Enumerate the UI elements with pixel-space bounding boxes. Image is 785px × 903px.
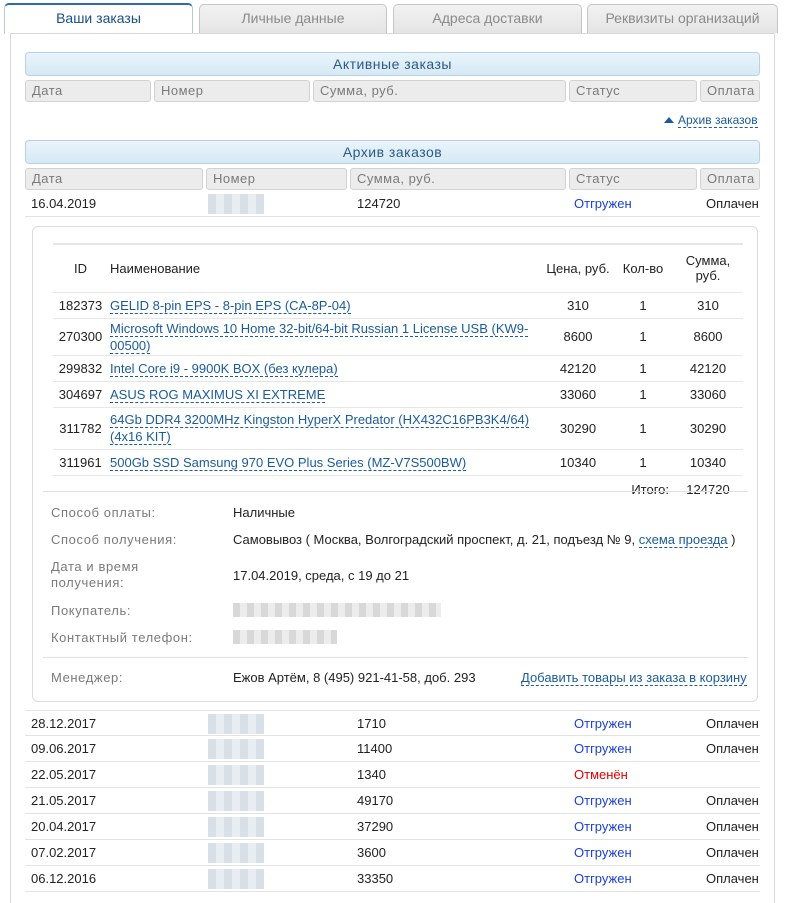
- archive-toggle-label[interactable]: Архив заказов: [678, 113, 758, 127]
- item-qty: 1: [613, 355, 673, 381]
- order-date: 21.05.2017: [31, 793, 97, 808]
- order-status: Отгружен: [574, 196, 632, 211]
- tab-bar: [0, 0, 785, 34]
- item-price: 42120: [543, 355, 613, 381]
- active-orders-header: Активные заказы: [25, 52, 760, 76]
- order-number-blurred: [208, 739, 264, 759]
- order-date: 09.06.2017: [31, 741, 97, 756]
- order-status: Отгружен: [574, 716, 632, 731]
- phone-label: Контактный телефон:: [51, 630, 193, 645]
- col-sum: Сумма, руб.: [350, 168, 566, 190]
- order-sum: 3600: [357, 845, 386, 860]
- order-number-blurred: [208, 194, 264, 214]
- items-col-id: ID: [53, 244, 108, 292]
- add-to-cart-link[interactable]: Добавить товары из заказа в корзину: [521, 670, 747, 685]
- order-payment: Оплачен: [706, 741, 759, 756]
- phone-value-blurred: [233, 630, 337, 644]
- col-date: Дата: [25, 168, 203, 190]
- order-sum: 49170: [357, 793, 394, 808]
- item-name-link[interactable]: 64Gb DDR4 3200MHz Kingston HyperX Predator (HX432C16PB3K4/64) (4x16 KIT): [110, 412, 530, 444]
- order-date: 07.02.2017: [31, 845, 97, 860]
- order-sum: 37290: [357, 819, 394, 834]
- delivery-close-paren: ): [731, 532, 736, 547]
- order-row-expanded[interactable]: [25, 191, 760, 217]
- order-status: Отгружен: [574, 793, 632, 808]
- item-name-link[interactable]: GELID 8-pin EPS - 8-pin EPS (CA-8P-04): [110, 297, 351, 313]
- order-row[interactable]: [25, 866, 760, 892]
- delivery-method-value: [233, 532, 736, 547]
- order-number-blurred: [208, 765, 264, 785]
- archive-orders-header: Архив заказов: [25, 140, 760, 164]
- divider: [43, 657, 748, 658]
- item-name-link[interactable]: Intel Core i9 - 9900K BOX (без кулера): [110, 360, 338, 376]
- delivery-method-label: Способ получения:: [51, 532, 177, 547]
- item-qty: 1: [613, 449, 673, 475]
- item-id: 182373: [53, 292, 108, 318]
- col-number: Номер: [206, 168, 347, 190]
- item-sum: 10340: [673, 449, 743, 475]
- order-row[interactable]: [25, 762, 760, 788]
- item-qty: 1: [613, 407, 673, 449]
- order-date: 28.12.2017: [31, 716, 97, 731]
- order-payment: Оплачен: [706, 871, 759, 886]
- route-map-link[interactable]: схема проезда: [638, 532, 728, 547]
- item-sum: 30290: [673, 407, 743, 449]
- item-id: 304697: [53, 381, 108, 407]
- items-col-sum: Сумма, руб.: [673, 244, 743, 292]
- col-sum: Сумма, руб.: [313, 80, 566, 102]
- item-name-link[interactable]: Microsoft Windows 10 Home 32-bit/64-bit Russian 1 License USB (KW9-00500): [110, 320, 529, 353]
- item-row: [53, 449, 743, 475]
- item-id: 299832: [53, 355, 108, 381]
- order-payment: Оплачен: [706, 819, 759, 834]
- order-payment: Оплачен: [706, 716, 759, 731]
- item-id: 270300: [53, 318, 108, 355]
- col-payment: Оплата: [700, 80, 760, 102]
- total-value: 124720: [686, 481, 730, 497]
- order-detail-panel: [32, 226, 758, 702]
- order-row[interactable]: [25, 814, 760, 840]
- order-status: Отгружен: [574, 871, 632, 886]
- item-row: [53, 292, 743, 318]
- order-sum: 33350: [357, 871, 394, 886]
- order-payment: Оплачен: [706, 196, 759, 211]
- col-number: Номер: [154, 80, 310, 102]
- col-status: Статус: [569, 168, 697, 190]
- item-sum: 33060: [673, 381, 743, 407]
- item-id: 311961: [53, 449, 108, 475]
- order-number-blurred: [208, 817, 264, 837]
- order-status: Отменён: [574, 767, 628, 782]
- order-number-blurred: [208, 869, 264, 889]
- datetime-label-line2: получения:: [51, 575, 125, 590]
- tab-orders[interactable]: Ваши заказы: [4, 3, 193, 34]
- order-row[interactable]: [25, 736, 760, 762]
- item-sum: 8600: [673, 318, 743, 355]
- buyer-value-blurred: [233, 603, 441, 617]
- order-number-blurred: [208, 791, 264, 811]
- order-number-blurred: [208, 714, 264, 734]
- item-sum: 42120: [673, 355, 743, 381]
- item-qty: 1: [613, 381, 673, 407]
- item-name-link[interactable]: 500Gb SSD Samsung 970 EVO Plus Series (MZ-V7S500BW): [110, 454, 467, 470]
- buyer-label: Покупатель:: [51, 603, 132, 618]
- order-sum: 1340: [357, 767, 386, 782]
- item-qty: 1: [613, 292, 673, 318]
- order-date: 22.05.2017: [31, 767, 97, 782]
- delivery-address: Самовывоз ( Москва, Волгоградский проспект, д. 21, подъезд № 9,: [233, 532, 636, 547]
- item-price: 30290: [543, 407, 613, 449]
- tab-delivery-addresses[interactable]: Адреса доставки: [393, 4, 582, 33]
- item-sum: 310: [673, 292, 743, 318]
- order-sum: 124720: [357, 196, 401, 211]
- order-date: 20.04.2017: [31, 819, 97, 834]
- order-status: Отгружен: [574, 819, 632, 834]
- item-price: 310: [543, 292, 613, 318]
- col-date: Дата: [25, 80, 151, 102]
- item-row: [53, 318, 743, 355]
- manager-value: Ежов Артём, 8 (495) 921-41-58, доб. 293: [233, 670, 476, 685]
- order-sum: 11400: [357, 741, 393, 756]
- order-status: Отгружен: [574, 845, 632, 860]
- payment-method-label: Способ оплаты:: [51, 505, 156, 520]
- order-row[interactable]: [25, 840, 760, 866]
- item-name-link[interactable]: ASUS ROG MAXIMUS XI EXTREME: [110, 386, 326, 402]
- item-row: [53, 407, 743, 449]
- payment-method-value: Наличные: [233, 505, 295, 520]
- datetime-value: 17.04.2019, среда, с 19 до 21: [233, 568, 410, 583]
- order-payment: Оплачен: [706, 793, 759, 808]
- archive-toggle[interactable]: [664, 113, 758, 127]
- datetime-label-line1: Дата и время: [51, 559, 139, 574]
- items-col-name: Наименование: [108, 244, 543, 292]
- order-row[interactable]: [25, 788, 760, 814]
- item-row: [53, 355, 743, 381]
- order-payment: Оплачен: [706, 845, 759, 860]
- tab-personal-data[interactable]: Личные данные: [199, 4, 387, 33]
- order-status: Отгружен: [574, 741, 632, 756]
- order-sum: 1710: [357, 716, 386, 731]
- datetime-label: [51, 559, 139, 591]
- order-date: 16.04.2019: [31, 196, 97, 211]
- divider: [43, 491, 748, 492]
- collapse-arrow-icon: [664, 117, 674, 123]
- item-price: 33060: [543, 381, 613, 407]
- item-price: 10340: [543, 449, 613, 475]
- item-qty: 1: [613, 318, 673, 355]
- item-row: [53, 381, 743, 407]
- total-label: Итого:: [631, 481, 669, 497]
- order-number-blurred: [208, 843, 264, 863]
- col-payment: Оплата: [700, 168, 760, 190]
- order-items-table: [53, 243, 743, 503]
- items-col-qty: Кол-во: [613, 244, 673, 292]
- manager-label: Менеджер:: [51, 670, 124, 685]
- order-date: 06.12.2016: [31, 871, 97, 886]
- tab-organization-details[interactable]: Реквизиты организаций: [587, 4, 778, 33]
- item-id: 311782: [53, 407, 108, 449]
- total-row: [53, 475, 743, 503]
- item-price: 8600: [543, 318, 613, 355]
- col-status: Статус: [569, 80, 697, 102]
- order-row[interactable]: [25, 710, 760, 736]
- items-col-price: Цена, руб.: [543, 244, 613, 292]
